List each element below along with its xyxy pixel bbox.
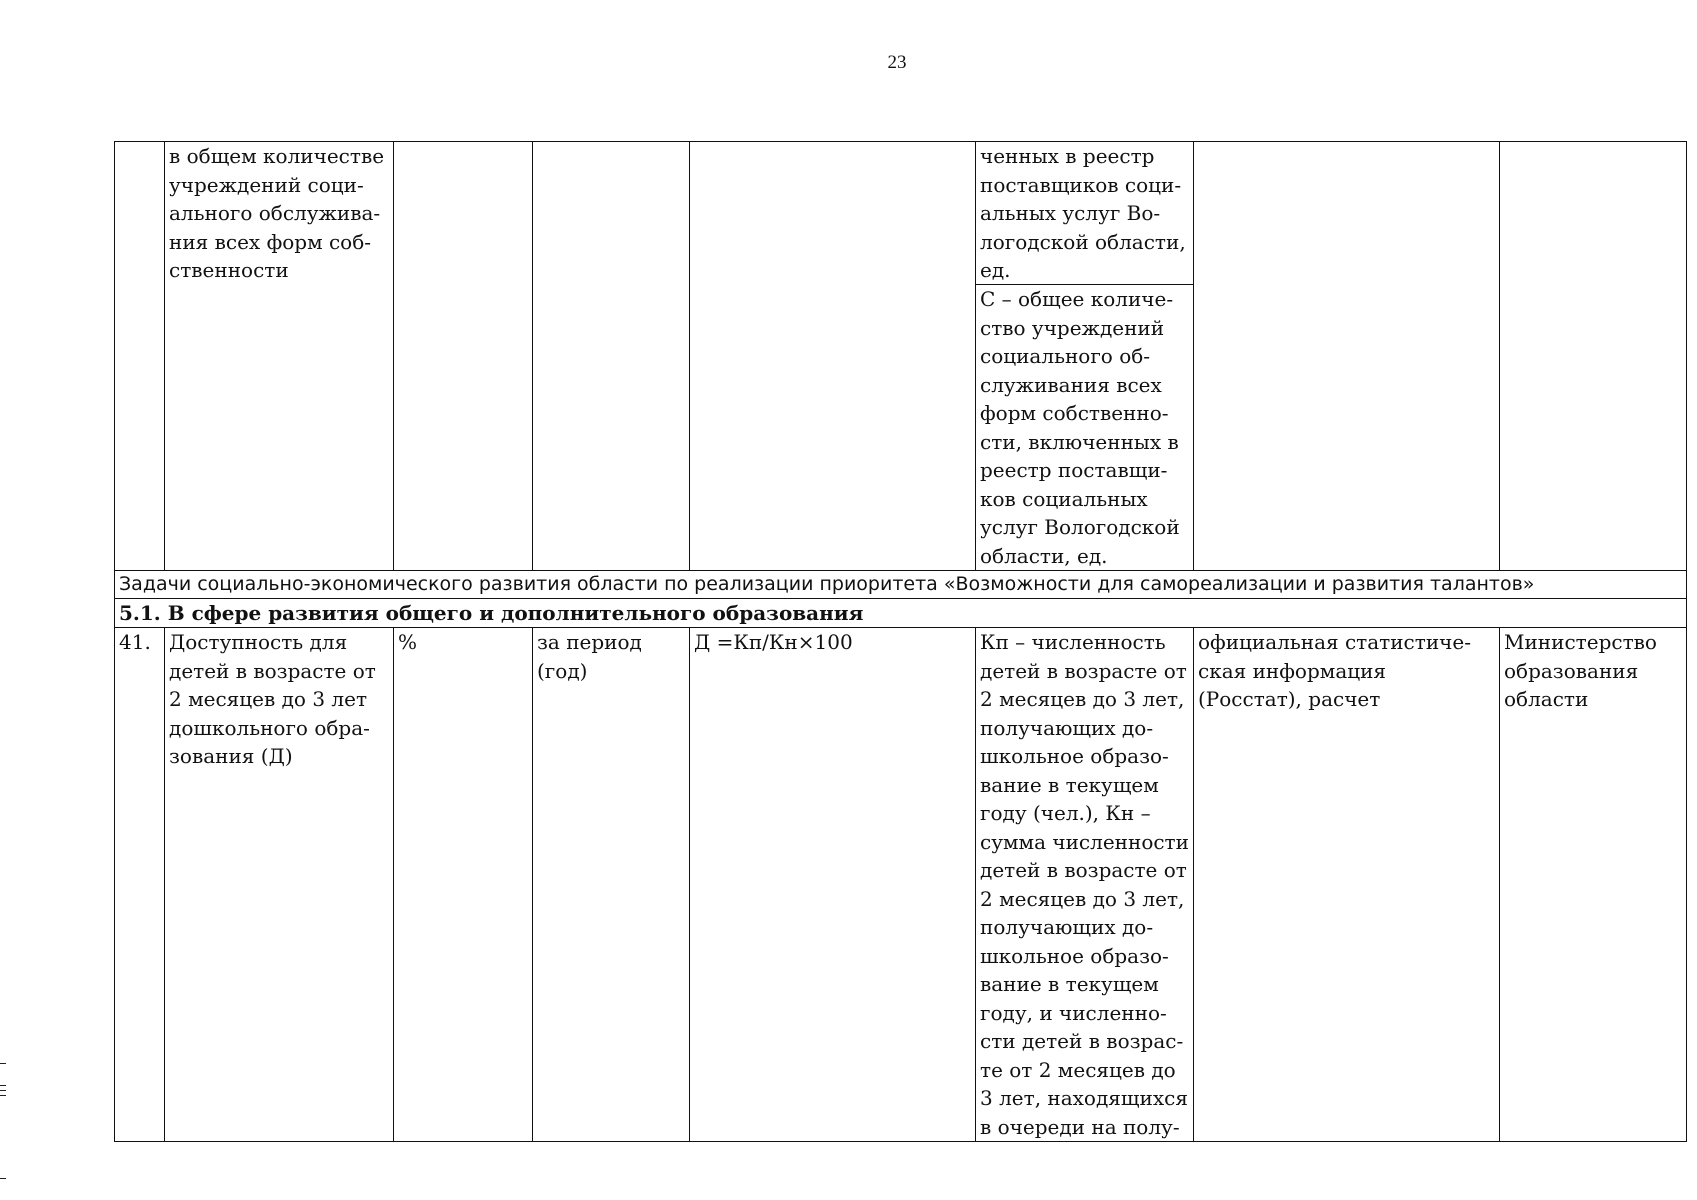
text-line: ального обслужива- (169, 201, 381, 225)
text-line: поставщиков соци- (980, 172, 1182, 197)
cell-source-continued (1194, 142, 1500, 571)
cell-formula-continued (690, 142, 976, 571)
text-line: учреждений соци- (169, 172, 364, 197)
task-heading: Задачи социально-экономического развития области по реализации приоритета «Возможности для самореализации и развития талантов» (115, 571, 1687, 599)
cell-period-continued (533, 142, 690, 571)
text-line: ство учреждений (980, 315, 1165, 340)
text-line: форм собственно- (980, 401, 1169, 425)
text-line: (год) (537, 658, 588, 683)
text-line: 2 месяцев до 3 лет, (980, 687, 1185, 711)
text-line: за период (537, 630, 642, 654)
text-line: году (чел.), Кн – (980, 801, 1151, 825)
text-line: официальная статистиче- (1198, 630, 1471, 654)
text-line: (Росстат), расчет (1198, 687, 1381, 711)
page-number: 23 (887, 52, 907, 73)
cell-responsible (1500, 628, 1687, 1142)
text-line: образования (1504, 658, 1639, 683)
text-line: логодской области, (980, 229, 1186, 254)
indicators-table (114, 141, 1687, 1142)
text-line: области, ед. (980, 543, 1108, 568)
margin-mark (0, 1090, 6, 1091)
margin-mark (0, 1095, 6, 1096)
text-line: 2 месяцев до 3 лет (169, 687, 368, 711)
text-line: получающих до- (980, 715, 1154, 740)
cell-indicator-name (165, 628, 394, 1142)
section-heading: 5.1. В сфере развития общего и дополнительного образования (115, 599, 1687, 628)
text-line: ков социальных (980, 486, 1148, 511)
cell-indicator-name-continued (165, 142, 394, 571)
text-line: сумма численности (980, 829, 1189, 854)
text-line: вание в текущем (980, 772, 1159, 797)
text-line: социального об- (980, 344, 1151, 368)
text-line: сти, включенных в (980, 429, 1179, 454)
text-line: школьное образо- (980, 744, 1169, 768)
margin-mark (0, 1178, 6, 1179)
text-line: служивания всех (980, 372, 1162, 397)
text-line: детей в возрасте от (980, 658, 1187, 683)
margin-mark (0, 1063, 6, 1064)
text-line: альных услуг Во- (980, 201, 1161, 225)
cell-formula: Д =Кп/Кн×100 (690, 628, 976, 1142)
text-line: вание в текущем (980, 972, 1159, 996)
cell-variables (976, 628, 1194, 1142)
text-line: те от 2 месяцев до (980, 1057, 1176, 1082)
text-line: ния всех форм соб- (169, 229, 372, 254)
text-line: школьное образо- (980, 943, 1169, 968)
text-line: ченных в реестр (980, 144, 1155, 168)
variables-part-2 (976, 285, 1193, 570)
text-line: Министерство (1504, 630, 1657, 654)
text-line: году, и численно- (980, 1000, 1167, 1025)
text-line: Кп – численность (980, 630, 1166, 654)
cell-period (533, 628, 690, 1142)
text-line: услуг Вологодской (980, 515, 1180, 539)
text-line: детей в возрасте от (169, 658, 376, 683)
text-line: реестр поставщи- (980, 458, 1168, 482)
text-line: 3 лет, находящихся (980, 1086, 1188, 1110)
text-line: С – общее количе- (980, 287, 1174, 311)
text-line: ская информация (1198, 658, 1387, 683)
text-line: ед. (980, 258, 1011, 282)
table-row-continued (115, 142, 1687, 571)
table-row-section (115, 599, 1687, 628)
text-line: области (1504, 687, 1589, 711)
table-row-41 (115, 628, 1687, 1142)
cell-responsible-continued (1500, 142, 1687, 571)
table-row-task (115, 571, 1687, 599)
text-line: Доступность для (169, 630, 348, 654)
margin-mark (0, 1085, 6, 1086)
cell-unit-continued (394, 142, 533, 571)
cell-number-continued (115, 142, 165, 571)
cell-number: 41. (115, 628, 165, 1142)
text-line: детей в возрасте от (980, 858, 1187, 882)
text-line: зования (Д) (169, 744, 293, 768)
text-line: дошкольного обра- (169, 715, 370, 740)
text-line: в общем количестве (169, 144, 385, 168)
text-line: ственности (169, 258, 289, 282)
cell-variables-continued (976, 142, 1194, 571)
cell-unit: % (394, 628, 533, 1142)
text-line: 2 месяцев до 3 лет, (980, 886, 1185, 911)
variables-part-1 (976, 142, 1193, 285)
text-line: сти детей в возрас- (980, 1029, 1184, 1053)
text-line: получающих до- (980, 915, 1154, 939)
text-line: в очереди на полу- (980, 1114, 1180, 1139)
cell-source (1194, 628, 1500, 1142)
